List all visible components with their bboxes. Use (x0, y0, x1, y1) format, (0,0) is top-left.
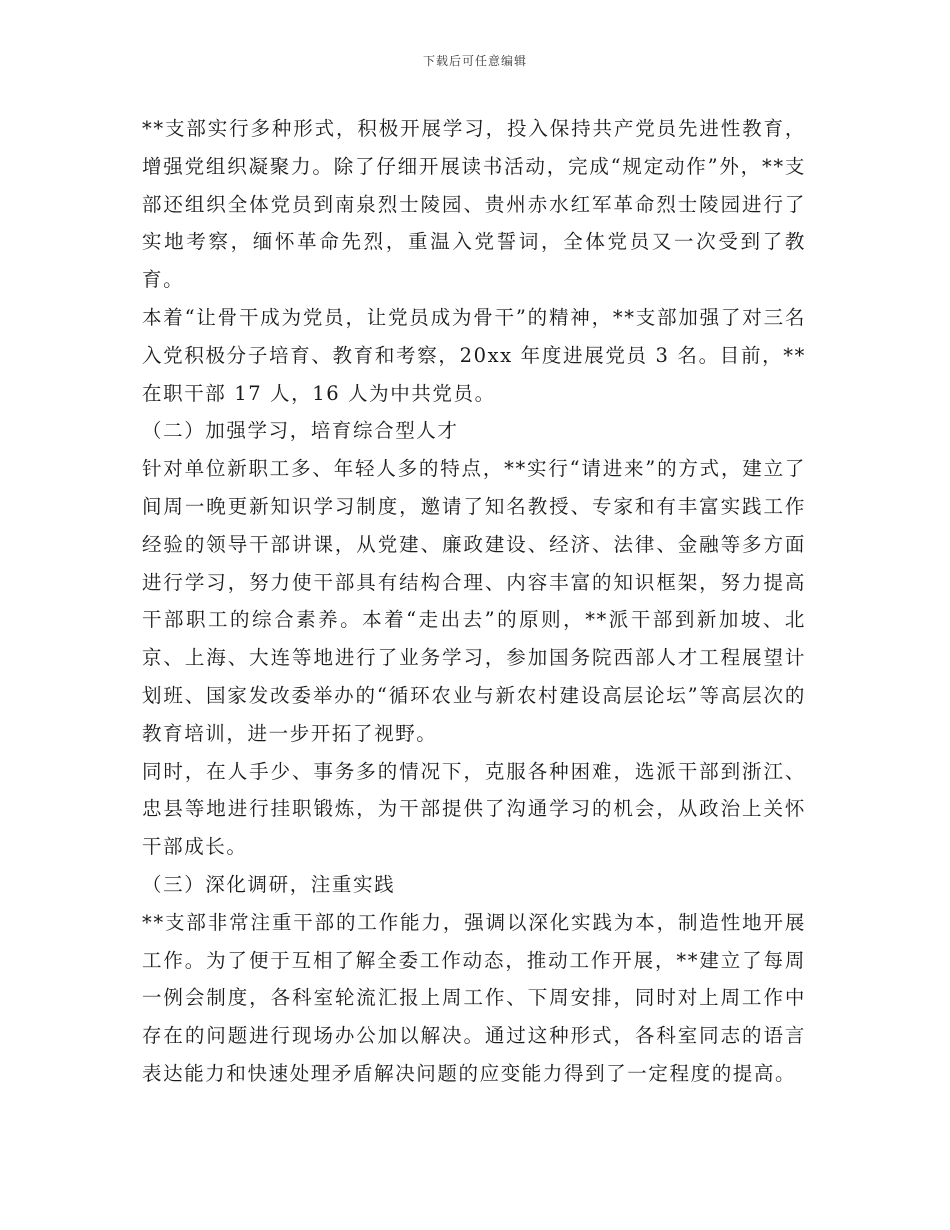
paragraph-party-education: **支部实行多种形式，积极开展学习，投入保持共产党员先进性教育，增强党组织凝聚力。除了仔细开展读书活动，完成“规定动作”外，**支部还组织全体党员到南泉烈士陵园、贵州赤水红军革命烈士陵园进行了实地考察，缅怀革命先烈，重温入党誓词，全体党员又一次受到了教育。 (142, 117, 806, 292)
section-heading-practice: （三）深化调研，注重实践 (142, 872, 396, 896)
paragraph-study-training: 针对单位新职工多、年轻人多的特点，**实行“请进来”的方式，建立了间周一晚更新知识学习制度，邀请了知名教授、专家和有丰富实践工作经验的领导干部讲课，从党建、廉政建设、经济、法律、金融等多方面进行学习，努力使干部具有结构合理、内容丰富的知识框架，努力提高干部职工的综合素养。本着“走出去”的原则，**派干部到新加坡、北京、上海、大连等地进行了业务学习，参加国务院西部人才工程展望计划班、国家发改委举办的“循环农业与新农村建设高层论坛”等高层次的教育培训，进一步开拓了视野。 (142, 457, 806, 745)
page-header: 下载后可任意编辑 (422, 54, 527, 68)
paragraph-secondment: 同时，在人手少、事务多的情况下，克服各种困难，选派干部到浙江、忠县等地进行挂职锻炼，为干部提供了沟通学习的机会，从政治上关怀干部成长。 (142, 759, 806, 859)
paragraph-party-development: 本着“让骨干成为党员，让党员成为骨干”的精神，**支部加强了对三名入党积极分子培育、教育和考察，20xx 年度进展党员 3 名。目前，**在职干部 17 人，16 人为中共党员。 (142, 305, 806, 405)
paragraph-practice: **支部非常注重干部的工作能力，强调以深化实践为本，制造性地开展工作。为了便于互相了解全委工作动态，推动工作开展，**建立了每周一例会制度，各科室轮流汇报上周工作、下周安排，同时对上周工作中存在的问题进行现场办公加以解决。通过这种形式，各科室同志的语言表达能力和快速处理矛盾解决问题的应变能力得到了一定程度的提高。 (142, 910, 806, 1085)
document-body (142, 110, 806, 1093)
section-heading-study: （二）加强学习，培育综合型人才 (142, 419, 459, 443)
